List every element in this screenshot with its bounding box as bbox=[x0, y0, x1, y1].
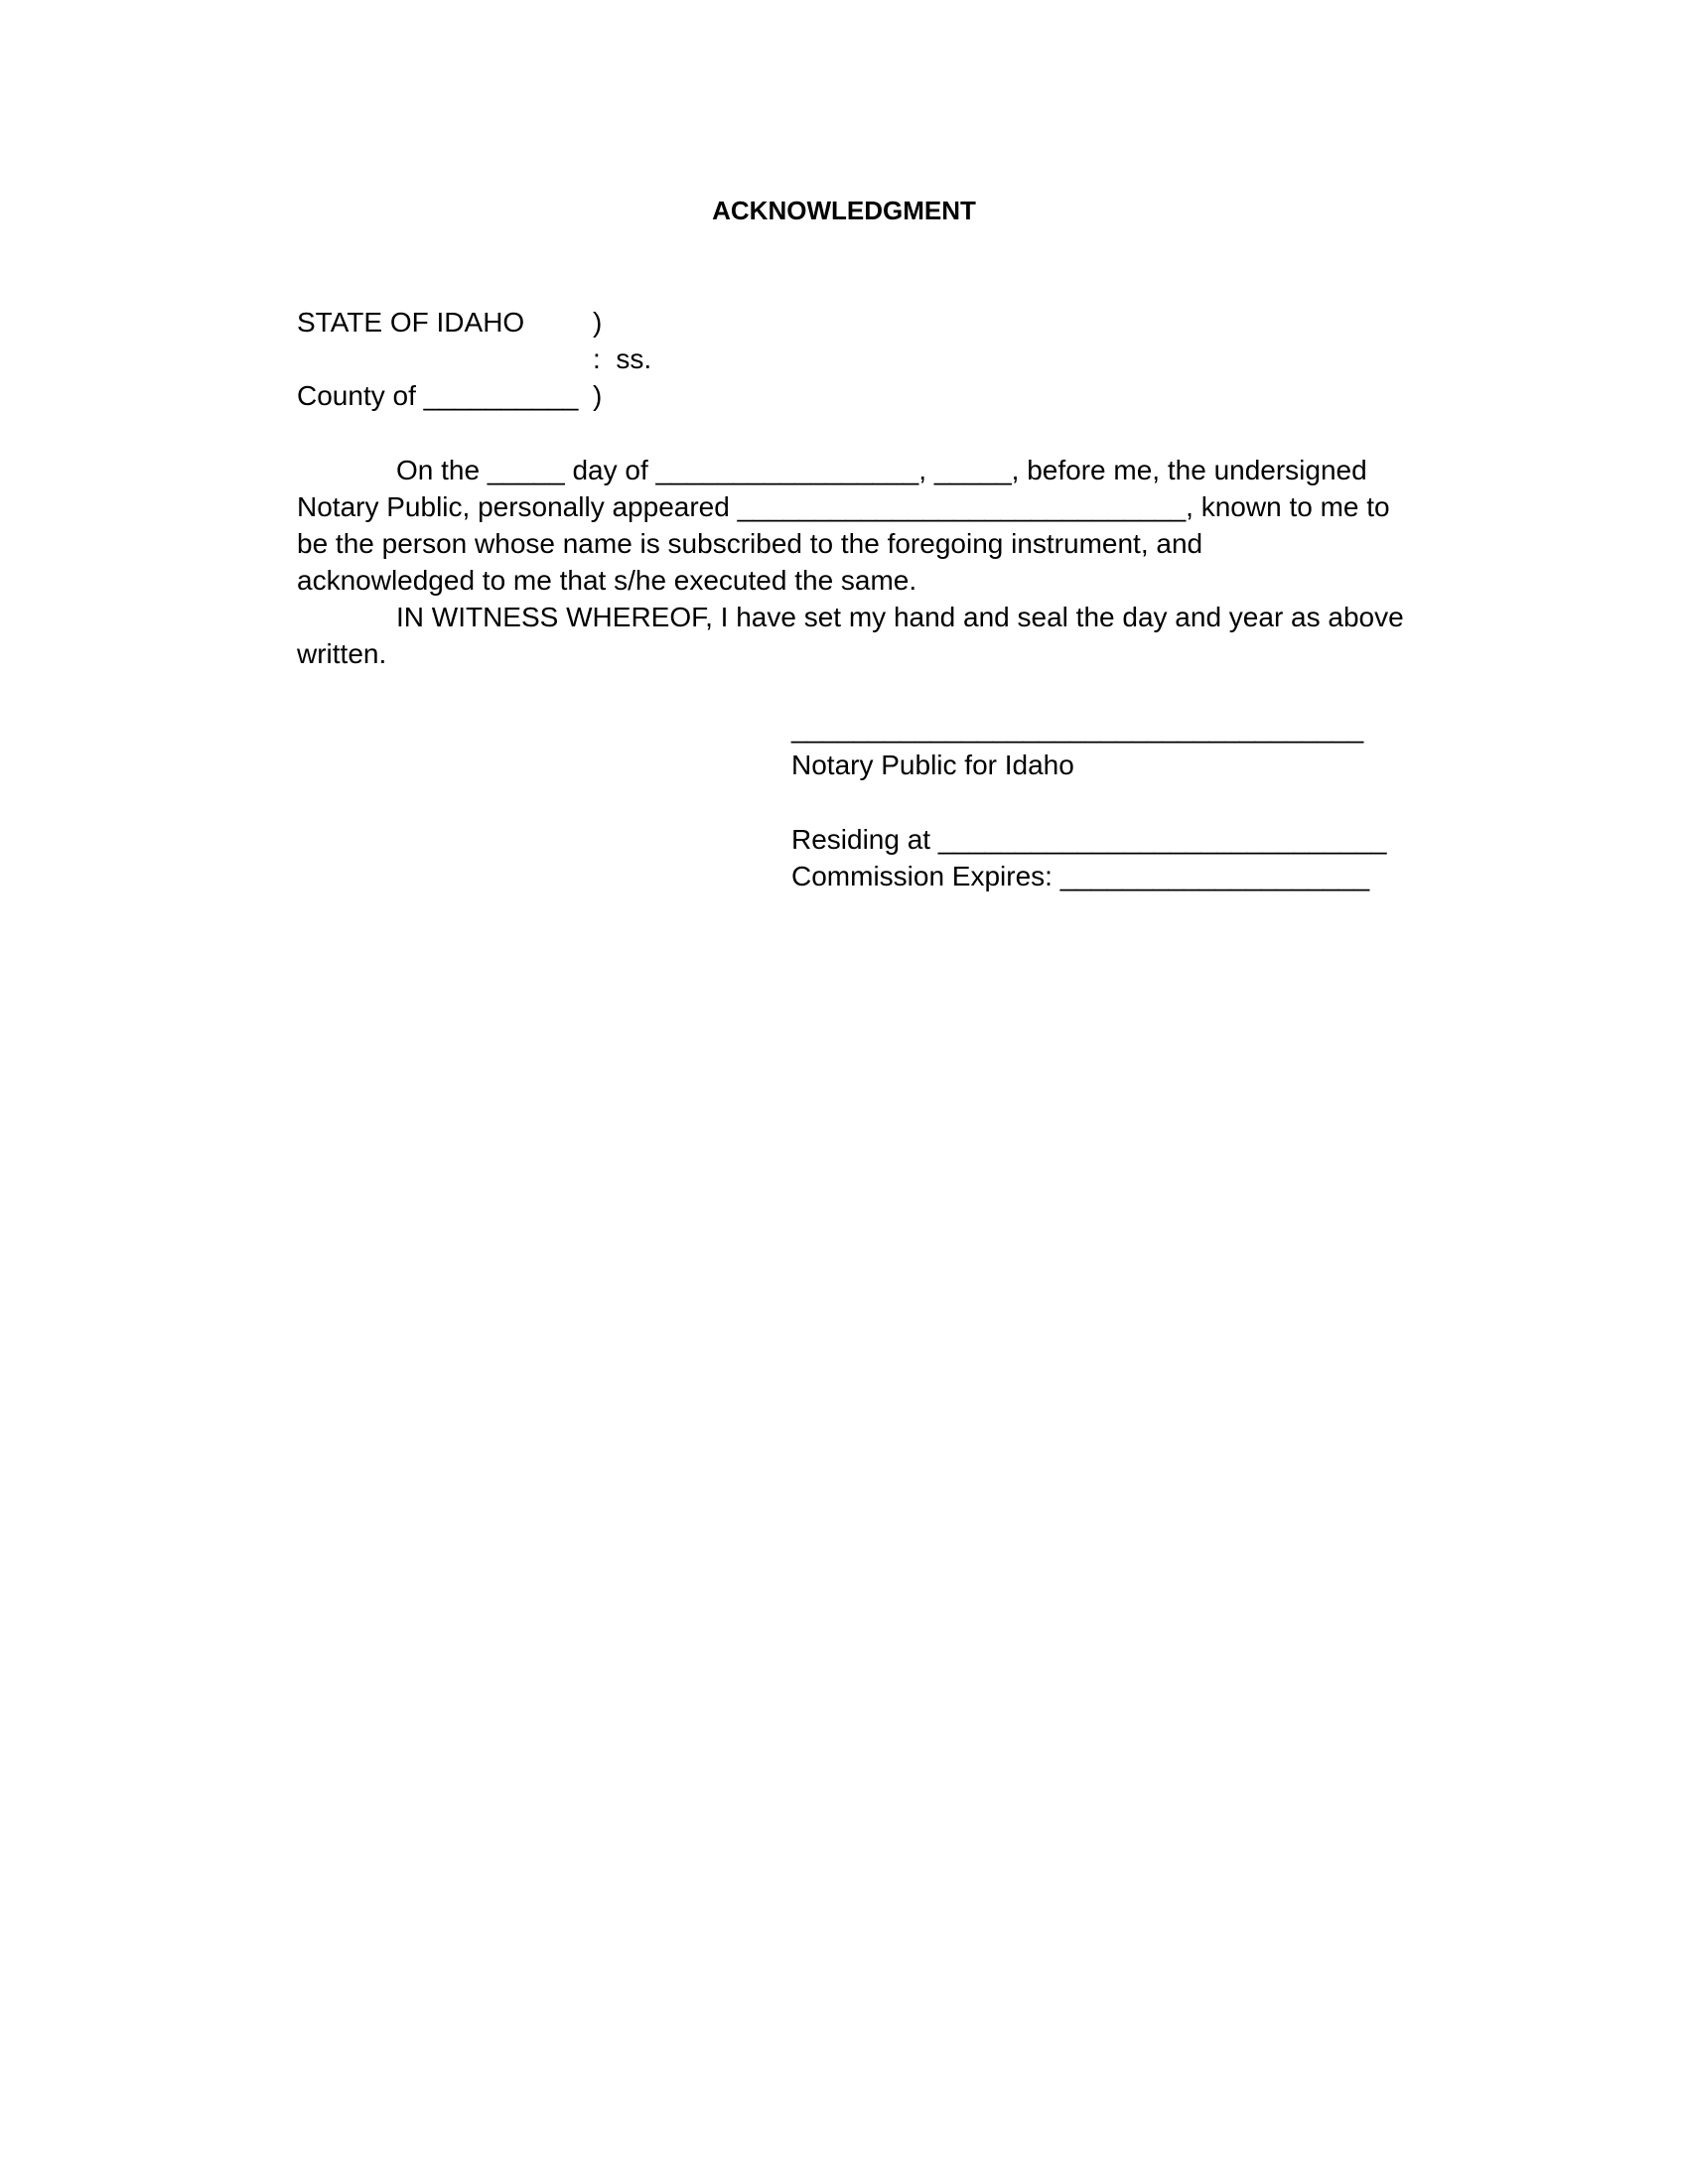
body-line-5-text: IN WITNESS WHEREOF, I have set my hand and seal the day and year as above bbox=[396, 602, 1404, 632]
venue-ss: : ss. bbox=[593, 343, 652, 374]
notary-title: Notary Public for Idaho bbox=[791, 750, 1074, 780]
body-line-5 bbox=[297, 599, 1404, 635]
signature-line: _____________________________________ bbox=[791, 713, 1364, 744]
body-line-3: be the person whose name is subscribed to the foregoing instrument, and bbox=[297, 528, 1203, 559]
venue-paren-top: ) bbox=[593, 307, 603, 338]
county-label: County of __________ bbox=[297, 380, 579, 411]
body-line-4: acknowledged to me that s/he executed the same. bbox=[297, 565, 917, 596]
residing-at: Residing at _____________________________ bbox=[791, 824, 1387, 855]
body-line-6: written. bbox=[297, 638, 387, 669]
body-line-1-text: On the _____ day of _________________, _____, before me, the undersigned bbox=[396, 455, 1367, 485]
commission-expires: Commission Expires: ____________________ bbox=[791, 861, 1370, 891]
body-line-2: Notary Public, personally appeared _____________________________, known to me to bbox=[297, 491, 1390, 522]
document-title: ACKNOWLEDGMENT bbox=[712, 196, 976, 225]
venue-paren-bottom: ) bbox=[593, 380, 603, 411]
body-line-1 bbox=[297, 452, 1367, 488]
state-label: STATE OF IDAHO bbox=[297, 307, 525, 338]
